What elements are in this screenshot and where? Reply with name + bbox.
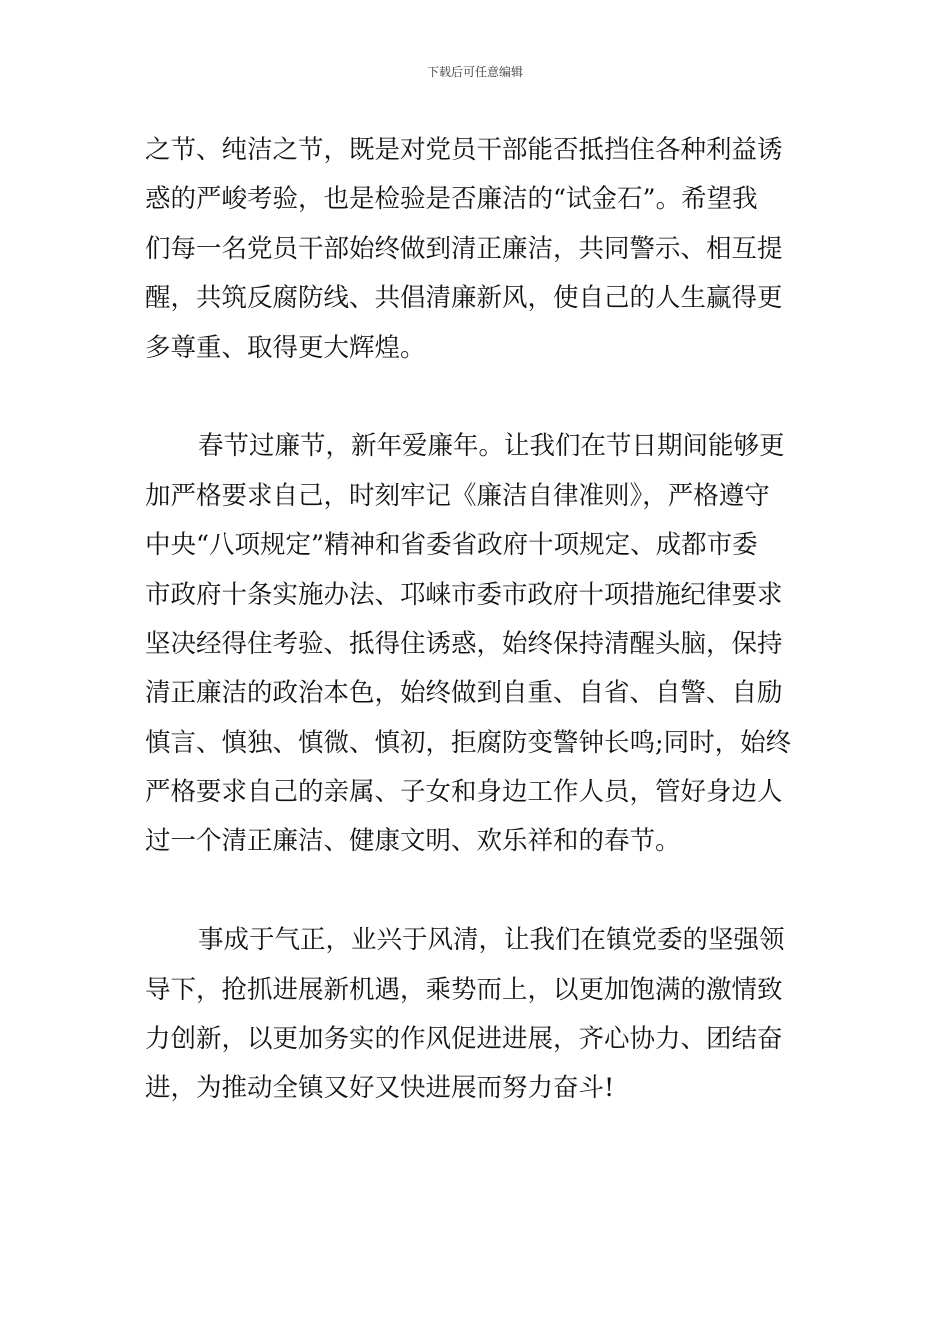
text-line: 们每一名党员干部始终做到清正廉洁，共同警示、相互提 bbox=[145, 233, 783, 264]
text-line-first: 春节过廉节，新年爱廉年。让我们在节日期间能够更 bbox=[198, 431, 785, 462]
text-line: 加严格要求自己，时刻牢记《廉洁自律准则》，严格遵守 bbox=[145, 480, 770, 511]
text-line: 进，为推动全镇又好又快进展而努力奋斗! bbox=[145, 1073, 615, 1104]
paragraph-gap bbox=[145, 867, 815, 916]
paragraph-2 bbox=[145, 422, 815, 867]
text-line: 坚决经得住考验、抵得住诱惑，始终保持清醒头脑，保持 bbox=[145, 628, 783, 659]
paragraph-3 bbox=[145, 916, 815, 1114]
paragraph-1 bbox=[145, 126, 815, 373]
text-line: 慎言、慎独、慎微、慎初，拒腐防变警钟长鸣;同时，始终 bbox=[145, 727, 792, 758]
text-line: 多尊重、取得更大辉煌。 bbox=[145, 332, 426, 363]
text-line: 导下，抢抓进展新机遇，乘势而上，以更加饱满的激情致 bbox=[145, 974, 783, 1005]
page-header: 下载后可任意编辑 bbox=[426, 65, 523, 79]
document-body bbox=[145, 126, 815, 1114]
text-line: 醒，共筑反腐防线、共倡清廉新风，使自己的人生赢得更 bbox=[145, 283, 783, 314]
text-line: 市政府十条实施办法、邛崃市委市政府十项措施纪律要求 bbox=[145, 579, 783, 610]
text-line: 中央“八项规定”精神和省委省政府十项规定、成都市委 bbox=[145, 530, 758, 561]
text-line: 过一个清正廉洁、健康文明、欢乐祥和的春节。 bbox=[145, 826, 681, 857]
text-line: 严格要求自己的亲属、子女和身边工作人员，管好身边人 bbox=[145, 777, 783, 808]
text-line: 力创新，以更加务实的作风促进进展，齐心协力、团结奋 bbox=[145, 1024, 783, 1055]
text-line: 惑的严峻考验，也是检验是否廉洁的“试金石”。希望我 bbox=[145, 184, 758, 215]
text-line: 之节、纯洁之节，既是对党员干部能否抵挡住各种利益诱 bbox=[145, 135, 783, 165]
text-line-first: 事成于气正，业兴于风清，让我们在镇党委的坚强领 bbox=[198, 925, 785, 956]
text-line: 清正廉洁的政治本色，始终做到自重、自省、自警、自励 bbox=[145, 678, 783, 709]
paragraph-gap bbox=[145, 373, 815, 422]
